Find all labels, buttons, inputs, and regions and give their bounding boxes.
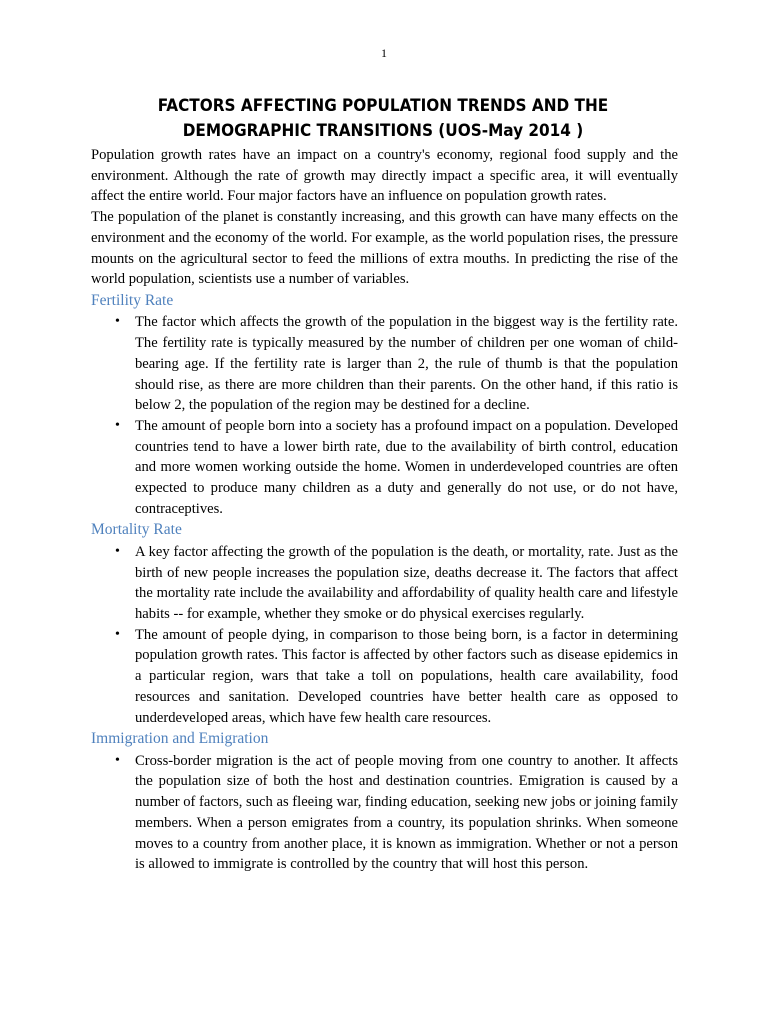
list-item: • A key factor affecting the growth of the population is the death, or mortality, rate. Just as the birth of new people increases the population size, deaths decrease it. The factors that affect the mortality rate include the availability and affordability of quality health care and lifestyle habits -- for example, whether they smoke or do physical exercises regularly. [135, 542, 678, 625]
title-line-2: DEMOGRAPHIC TRANSITIONS (UOS-May 2014 ) [182, 121, 584, 141]
page-number: 1 [381, 46, 387, 60]
list-item: • The amount of people dying, in comparison to those being born, is a factor in determining population growth rates. This factor is affected by other factors such as disease epidemics in a particular region, wars that take a toll on populations, health care availability, food resources and sanitation. Developed countries have better health care as opposed to underdeveloped areas, which have few health care resources. [135, 625, 678, 729]
list-item: • The amount of people born into a society has a profound impact on a population. Developed countries tend to have a lower birth rate, due to the availability of birth control, education and more women working outside the home. Women in underdeveloped countries are often expected to produce many children as a duty and generally do not use, or do not have, contraceptives. [135, 416, 678, 520]
mortality-rate-list [91, 542, 678, 728]
list-item: • The factor which affects the growth of the population in the biggest way is the fertility rate. The fertility rate is typically measured by the number of children per one woman of child-bearing age. If the fertility rate is larger than 2, the rule of thumb is that the population should rise, as there are more children than their parents. On the other hand, if this ratio is below 2, the population of the region may be destined for a decline. [135, 312, 678, 416]
list-item: • Cross-border migration is the act of people moving from one country to another. It affects the population size of both the host and destination countries. Emigration is caused by a number of factors, such as fleeing war, finding education, seeking new jobs or joining family members. When a person emigrates from a country, its population shrinks. When someone moves to a country from another place, it is known as immigration. Whether or not a person is allowed to immigrate is controlled by the country that will host this person. [135, 751, 678, 875]
section-heading-immigration-emigration: Immigration and Emigration [91, 730, 269, 748]
section-heading-fertility-rate: Fertility Rate [91, 291, 174, 309]
title-line-1: FACTORS AFFECTING POPULATION TRENDS AND THE [157, 96, 609, 116]
immigration-emigration-list [91, 751, 678, 875]
section-heading-mortality-rate: Mortality Rate [91, 521, 182, 539]
document-body [91, 145, 678, 875]
intro-paragraph: The population of the planet is constantly increasing, and this growth can have many effects on the environment and the economy of the world. For example, as the world population rises, the pressure mounts on the agricultural sector to feed the millions of extra mouths. In predicting the rise of the world population, scientists use a number of variables. [91, 209, 678, 288]
intro-paragraph: Population growth rates have an impact on a country's economy, regional food supply and the environment. Although the rate of growth may directly impact a specific area, it will eventually affect the entire world. Four major factors have an influence on population growth rates. [91, 147, 678, 205]
fertility-rate-list [91, 312, 678, 519]
document-title [100, 94, 666, 144]
